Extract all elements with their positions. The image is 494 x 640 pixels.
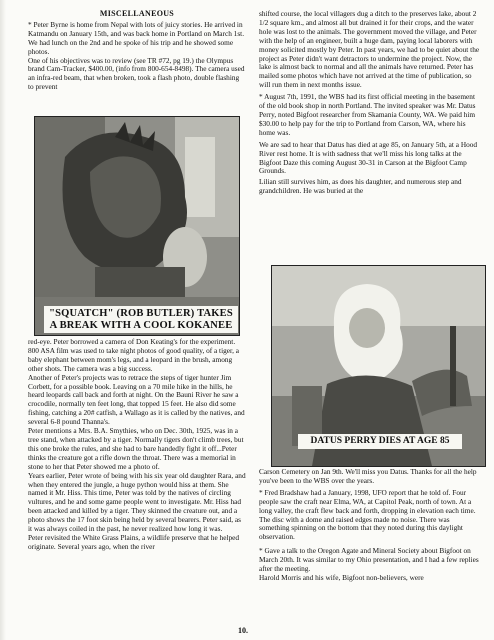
- paragraph: * August 7th, 1991, the WBS had its first official meeting in the basement of the old book shop in north Portland. The invited speaker was Mr. Datus Perry, noted Bigfoot researcher from Skamania County, WA. We paid him $30.00 to help pay for the trip to Portland from Carson, WA, where his home was.: [259, 92, 476, 137]
- left-column-top: [28, 10, 246, 92]
- paragraph: One of his objectives was to review (see TR #72, pg 19.) the Olympus brand Cam-Tracker, $400.00, (info from 800-654-8498). The camera used an infra-red beam, that when broken, took a flash photo, double flashing to prevent: [28, 55, 245, 92]
- right-column-bottom: [259, 468, 481, 583]
- page-number: 10.: [238, 626, 248, 635]
- right-column-top: [259, 10, 481, 196]
- photo-caption-squatch: "SQUATCH" (ROB BUTLER) TAKES A BREAK WITH A COOL KOKANEE: [44, 306, 238, 333]
- paragraph: Peter revisited the White Grass Plains, a wildlife preserve that he helped originate. Several years ago, when the river: [28, 532, 240, 551]
- paragraph: Peter mentions a Mrs. B.A. Smythies, who on Dec. 30th, 1925, was in a tree stand, when attacked by a tiger. Normally tigers don't climb trees, but this one broke the rules, and she had to bare handedly fight it off...Peter thinks the creature got a rifle down the throat. There was a memorial in stone to her that Peter showed me a photo of.: [28, 426, 244, 471]
- section-heading: MISCELLANEOUS: [99, 9, 175, 18]
- paragraph: * Gave a talk to the Oregon Agate and Mineral Society about Bigfoot on March 20th. It was similar to my Ohio presentation, and I had a few replies after the meeting.: [259, 546, 479, 574]
- paragraph: red-eye. Peter borrowed a camera of Don Keating's for the experiment. 800 ASA film was used to take night photos of good quality, of a tiger, a baby elephant between mom's legs, and a leopard in the brush, among other shots. The camera was a big success.: [28, 337, 240, 373]
- left-column-bottom: [28, 338, 246, 552]
- paragraph: * Fred Bradshaw had a January, 1998, UFO report that he told of. Four people saw the craft near Elma, WA, at Capitol Peak, north of town. At a long valley, the craft flew back and forth, dropping in elevation each time. The disc with a dome and raised edges made no noise. There was something spinning on the bottom that they noted during this daylight observation.: [259, 487, 476, 542]
- paragraph: * Peter Byrne is home from Nepal with lots of juicy stories. He arrived in Katmandu on January 15th, and was back home in Portland on March 1st. We had lunch on the 2nd and he spoke of his trip and he showed some photos.: [28, 19, 245, 56]
- paragraph: Harold Morris and his wife, Bigfoot non-believers, were: [259, 572, 424, 582]
- paragraph: Carson Cemetery on Jan 9th. We'll miss you Datus. Thanks for all the help you've been to the WBS over the years.: [259, 467, 477, 485]
- paragraph: Lilian still survives him, as does his daughter, and numerous step and grandchildren. He was buried at the: [259, 177, 462, 196]
- paragraph: Another of Peter's projects was to retrace the steps of tiger hunter Jim Corbett, for a possible book. Leaving on a 70 mile hike in the hills, he heard leopards call back and forth at night. On the Bauni River he saw a crocodile, normally ten feet long, that topped 15 feet. He also did some fishing, catching a 20# catfish, a Wallago as it is called by the natives, and several 6-8 pound Thanna's.: [28, 372, 245, 427]
- squatch-photo-image: [35, 117, 239, 335]
- paragraph: We are sad to hear that Datus has died at age 85, on January 5th, at a Hood River rest home. It is with sadness that we'll miss his long talks at the Bigfoot Daze this coming August 30-31 in Carson at the Bigfoot Camp Grounds.: [259, 139, 478, 176]
- paragraph: Years earlier, Peter wrote of being with his six year old daughter Rara, and when they entered the jungle, a huge python would hiss at them. She named it Mr. Hiss. This time, Peter was told by the natives of circling vultures, and he and some game people went to investigate. Mr. Hiss had been attacked and killed by a tiger. They skinned the creature out, and a photo shows the 17 foot skin being held by several bearers. Peter said, as it was always coiled in the past, he never realized how long it was.: [28, 470, 246, 534]
- squatch-photo: [34, 116, 240, 336]
- paragraph: shifted course, the local villagers dug a ditch to the preserves lake, about 2 1/2 square km., and almost all but drained it for their crops, and the water hole was lost to the animals. The government moved the village, and Peter with the help of an engineer, built a huge dam, paying local laborers with money solicited mostly by Peter. In past years, we had to be quiet about the project as Peter didn't want detractors to undermine the project. Now, the lake is almost back to normal and all the animals have returned. Peter has mailed some photos which have not arrived at the time of publication, so will run them in next months issue.: [259, 9, 480, 90]
- photo-caption-datus-perry: DATUS PERRY DIES AT AGE 85: [298, 434, 462, 449]
